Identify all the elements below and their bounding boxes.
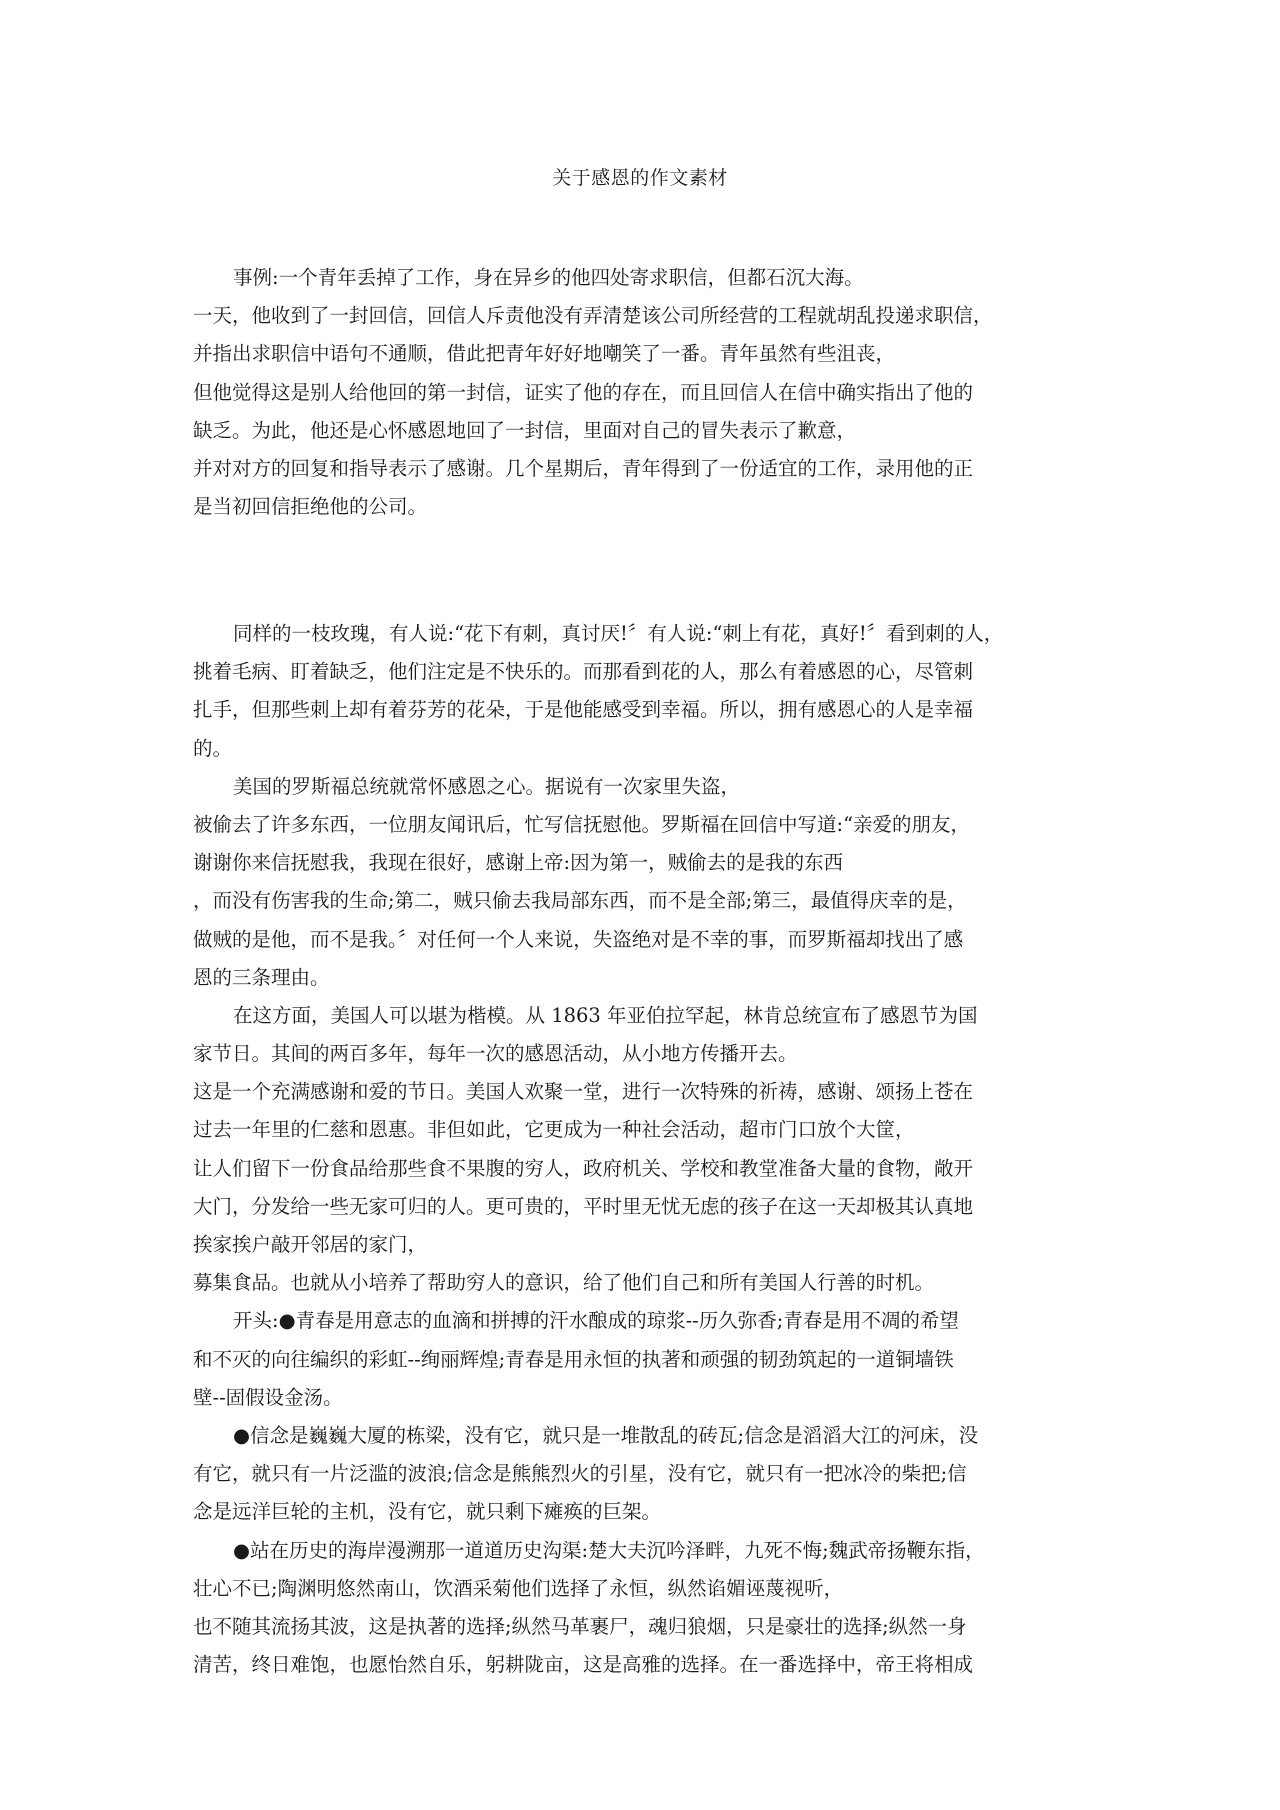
text-line: 但他觉得这是别人给他回的第一封信，证实了他的存在，而且回信人在信中确实指出了他的: [193, 380, 974, 404]
text-line: 是当初回信拒绝他的公司。: [193, 495, 428, 519]
text-line: 扎手，但那些刺上却有着芬芳的花朵，于是他能感受到幸福。所以，拥有感恩心的人是幸福: [193, 698, 974, 722]
text-line: 做贼的是他，而不是我。〞对任何一个人来说，失盗绝对是不幸的事，而罗斯福却找出了感: [193, 927, 964, 951]
text-line: 谢谢你来信抚慰我，我现在很好，感谢上帝:因为第一，贼偷去的是我的东西: [193, 851, 844, 875]
text-line: 在这方面，美国人可以堪为楷模。从 1863 年亚伯拉罕起，林肯总统宣布了感恩节为国: [233, 1003, 978, 1027]
text-line: ，而没有伤害我的生命;第二，贼只偷去我局部东西，而不是全部;第三，最值得庆幸的是，: [193, 889, 967, 913]
text-line: 一天，他收到了一封回信，回信人斥责他没有弄清楚该公司所经营的工程就胡乱投递求职信，: [193, 304, 993, 328]
text-line: 开头:●青春是用意志的血滴和拼搏的汗水酿成的琼浆--历久弥香;青春是用不凋的希望: [233, 1309, 959, 1333]
text-line: ●信念是巍巍大厦的栋梁，没有它，就只是一堆散乱的砖瓦;信念是滔滔大江的河床，没: [233, 1423, 979, 1447]
text-line: 清苦，终日难饱，也愿怡然自乐，躬耕陇亩，这是高雅的选择。在一番选择中，帝王将相成: [193, 1653, 974, 1677]
document-title: 关于感恩的作文素材: [552, 167, 728, 189]
paragraph-block-2: [193, 615, 1086, 1684]
text-line: 壮心不已;陶渊明悠然南山，饮酒采菊他们选择了永恒，纵然谄媚诬蔑视听，: [193, 1576, 844, 1600]
text-line: 让人们留下一份食品给那些食不果腹的穷人，政府机关、学校和教堂准备大量的食物，敞开: [193, 1156, 974, 1180]
text-line: 念是远洋巨轮的主机，没有它，就只剩下瘫痪的巨架。: [193, 1500, 662, 1524]
paragraph-block-1: [193, 259, 1086, 526]
text-line: 缺乏。为此，他还是心怀感恩地回了一封信，里面对自己的冒失表示了歉意，: [193, 418, 857, 442]
text-line: 有它，就只有一片泛滥的波浪;信念是熊熊烈火的引星，没有它，就只有一把冰冷的柴把;信: [193, 1462, 967, 1486]
text-line: 这是一个充满感谢和爱的节日。美国人欢聚一堂，进行一次特殊的祈祷，感谢、颂扬上苍在: [193, 1080, 974, 1104]
text-line: 美国的罗斯福总统就常怀感恩之心。据说有一次家里失盗，: [233, 774, 741, 798]
text-line: 挨家挨户敲开邻居的家门，: [193, 1233, 428, 1256]
text-line: 同样的一枝玫瑰，有人说:“花下有刺，真讨厌!〞有人说:“刺上有花，真好!〞看到刺的人，: [233, 622, 1004, 645]
text-line: 募集食品。也就从小培养了帮助穷人的意识，给了他们自己和所有美国人行善的时机。: [193, 1271, 935, 1295]
text-line: 也不随其流扬其波，这是执著的选择;纵然马革裹尸，魂归狼烟，只是豪壮的选择;纵然一身: [193, 1614, 967, 1638]
text-line: 家节日。其间的两百多年，每年一次的感恩活动，从小地方传播开去。: [193, 1042, 798, 1066]
text-line: 过去一年里的仁慈和恩惠。非但如此，它更成为一种社会活动，超市门口放个大筐，: [193, 1118, 915, 1142]
text-line: 的。: [193, 736, 233, 760]
text-line: 事例:一个青年丢掉了工作，身在异乡的他四处寄求职信，但都石沉大海。: [233, 266, 864, 289]
text-line: 壁--固假设金汤。: [193, 1385, 343, 1409]
text-line: 大门，分发给一些无家可归的人。更可贵的，平时里无忧无虑的孩子在这一天却极其认真地: [193, 1194, 974, 1218]
text-line: 恩的三条理由。: [193, 965, 330, 989]
text-line: 和不灭的向往编织的彩虹--绚丽辉煌;青春是用永恒的执著和顽强的韧劲筑起的一道铜墙铁: [193, 1347, 954, 1371]
text-line: 并指出求职信中语句不通顺，借此把青年好好地嘲笑了一番。青年虽然有些沮丧，: [193, 342, 896, 366]
text-line: 被偷去了许多东西，一位朋友闻讯后，忙写信抚慰他。罗斯福在回信中写道:“亲爱的朋友，: [193, 812, 971, 836]
text-line: 并对对方的回复和指导表示了感谢。几个星期后，青年得到了一份适宜的工作，录用他的正: [193, 456, 974, 480]
text-line: 挑着毛病、盯着缺乏，他们注定是不快乐的。而那看到花的人，那么有着感恩的心，尽管刺: [193, 660, 974, 684]
text-line: ●站在历史的海岸漫溯那一道道历史沟渠:楚大夫沉吟泽畔，九死不悔;魏武帝扬鞭东指，: [233, 1538, 985, 1562]
